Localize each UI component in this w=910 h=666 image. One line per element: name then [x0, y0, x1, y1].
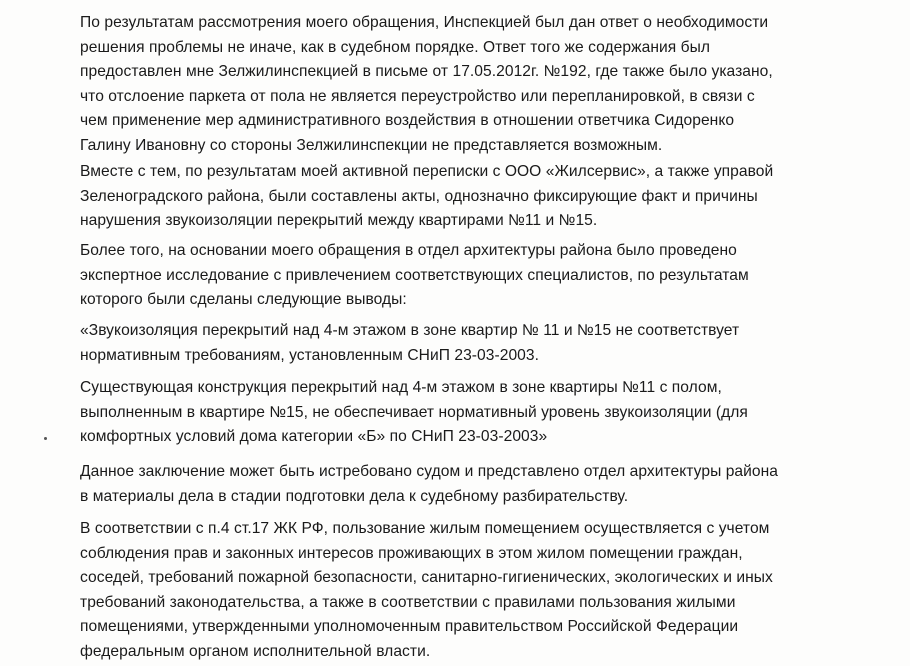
- text-line: помещениями, утвержденными уполномоченным правительством Российской Федерации: [80, 618, 739, 636]
- paragraph-quote-soundproofing: [80, 319, 890, 368]
- text-line: что отслоение паркета от пола не является переустройство или перепланировкой, в связи с: [80, 87, 755, 105]
- paragraph-correspondence-acts: [80, 160, 890, 234]
- text-line: По результатам рассмотрения моего обращения, Инспекцией был дан ответ о необходимости: [80, 14, 769, 31]
- paragraph-housing-code: [80, 517, 890, 665]
- text-line: которого были сделаны следующие выводы:: [80, 291, 407, 309]
- text-line: «Звукоизоляция перекрытий над 4-м этажом в зоне квартир № 11 и №15 не соответствует: [80, 322, 740, 339]
- text-line: В соответствии с п.4 ст.17 ЖК РФ, пользование жилым помещением осуществляется с учетом: [80, 520, 770, 537]
- paragraph-expert-study: [80, 239, 890, 313]
- text-line: экспертное исследование с привлечением соответствующих специалистов, по результатам: [80, 266, 749, 284]
- scan-speck: [44, 437, 47, 440]
- paragraph-inspection-response: [80, 11, 890, 159]
- text-line: Существующая конструкция перекрытий над 4-м этажом в зоне квартиры №11 с полом,: [80, 379, 722, 396]
- text-line: Более того, на основании моего обращения в отдел архитектуры района было проведено: [80, 242, 737, 259]
- text-line: нормативным требованиям, установленным СНиП 23-03-2003.: [80, 346, 540, 364]
- text-line: требований законодательства, а также в соответствии с правилами пользования жилыми: [80, 593, 736, 611]
- text-line: Вместе с тем, по результатам моей активной переписки с ООО «Жилсервис», а также управой: [80, 163, 774, 180]
- text-line: предоставлен мне Зелжилинспекцией в письме от 17.05.2012г. №192, где также было указано,: [80, 63, 773, 81]
- text-line: Зеленоградского района, были составлены акты, однозначно фиксирующие факт и причины: [80, 187, 758, 205]
- paragraph-quote-construction: [80, 376, 890, 450]
- text-line: нарушения звукоизоляции перекрытий между квартирами №11 и №15.: [80, 212, 598, 230]
- text-line: комфортных условий дома категории «Б» по СНиП 23-03-2003»: [80, 428, 548, 446]
- text-line: чем применение мер административного воздействия в отношении ответчика Сидоренко: [80, 112, 735, 130]
- text-line: соблюдения прав и законных интересов проживающих в этом жилом помещении граждан,: [80, 544, 743, 562]
- text-line: соседей, требований пожарной безопасности, санитарно-гигиенических, экологических и иных: [80, 569, 773, 587]
- text-line: решения проблемы не иначе, как в судебном порядке. Ответ того же содержания был: [80, 38, 711, 56]
- text-line: Галину Ивановну со стороны Зелжилинспекции не представляется возможным.: [80, 136, 663, 154]
- text-line: федеральным органом исполнительной власти.: [80, 642, 431, 660]
- text-line: Данное заключение может быть истребовано судом и представлено отдел архитектуры района: [80, 463, 779, 480]
- paragraph-conclusion-court: [80, 460, 890, 509]
- text-line: в материалы дела в стадии подготовки дела к судебному разбирательству.: [80, 487, 629, 505]
- text-line: выполненным в квартире №15, не обеспечивает нормативный уровень звукоизоляции (для: [80, 403, 748, 421]
